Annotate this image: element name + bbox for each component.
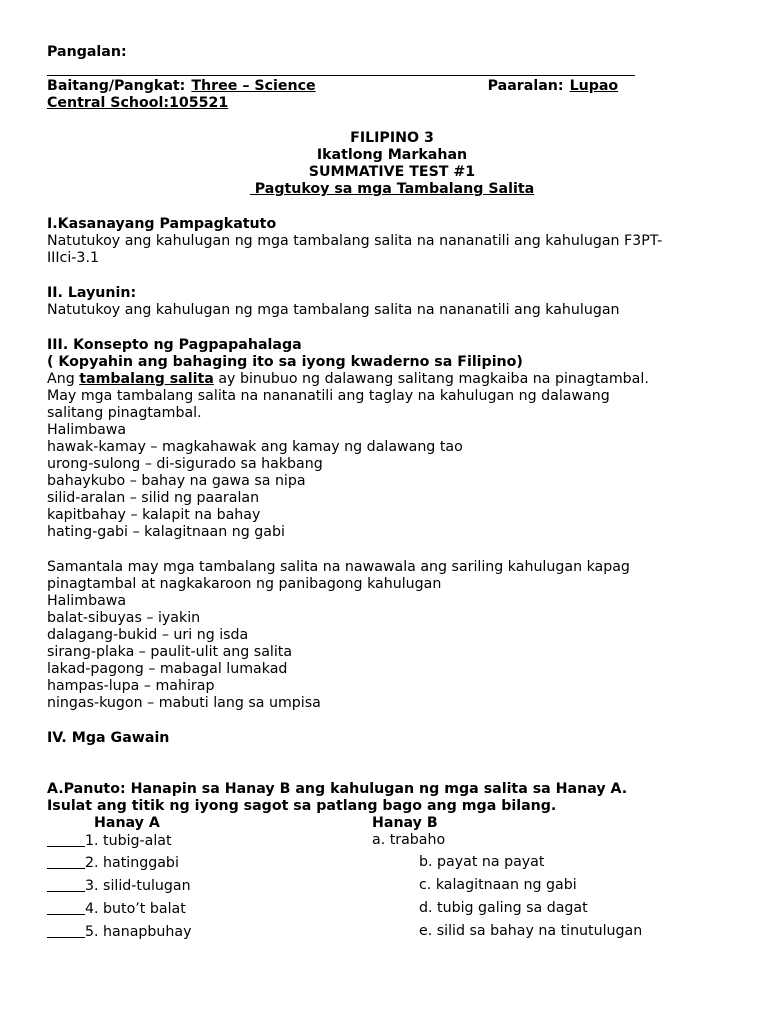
column-a-item: 1. tubig-alat [85,833,172,849]
list-item: ningas-kugon – mabuti lang sa umpisa [47,695,321,711]
list-item: sirang-plaka – paulit-ulit ang salita [47,644,293,660]
section3-subheading: ( Kopyahin ang bahaging ito sa iyong kwaderno sa Filipino) [47,354,523,370]
section2-text: Natutukoy ang kahulugan ng mga tambalang salita na nananatili ang kahulugan [47,302,620,318]
column-b-item: b. payat na payat [419,854,545,870]
answer-blank[interactable] [47,854,85,869]
list-item: hating-gabi – kalagitnaan ng gabi [47,524,285,540]
match-row [47,854,737,877]
list-item: silid-aralan – silid ng paaralan [47,490,260,506]
test-title: SUMMATIVE TEST #1 [308,164,476,180]
column-b-item: e. silid sa bahay na tinutulugan [419,923,643,939]
activity-instruction: A.Panuto: Hanapin sa Hanay B ang kahulugan ng mga salita sa Hanay A. [47,781,628,797]
grade-value: Three – Science [191,78,316,94]
list-item: dalagang-bukid – uri ng isda [47,627,249,643]
match-row [47,900,737,923]
section3-line3: salitang pinagtambal. [47,405,202,421]
example-label: Halimbawa [47,422,127,438]
quarter-title: Ikatlong Markahan [316,147,468,163]
section3-heading: III. Konsepto ng Pagpapahalaga [47,337,302,353]
school-value: Lupao [569,78,619,94]
column-a-item: 4. buto’t balat [85,901,186,917]
list-item: lakad-pagong – mabagal lumakad [47,661,288,677]
section3-para2: Samantala may mga tambalang salita na nawawala ang sariling kahulugan kapag [47,559,630,575]
activity-instruction-cont: Isulat ang titik ng iyong sagot sa patlang bago ang mga bilang. [47,798,557,814]
column-b-item: a. trabaho [372,832,446,848]
example-label: Halimbawa [47,593,127,609]
match-row [47,832,737,854]
section3-intro: Ang tambalang salita ay binubuo ng dalawang salitang magkaiba na pinagtambal. [47,371,649,387]
name-label: Pangalan: [47,44,127,60]
term-tambalang-salita: tambalang salita [79,371,214,387]
list-item: hampas-lupa – mahirap [47,678,215,694]
column-a-item: 2. hatinggabi [85,855,179,871]
column-a-header: Hanay A [94,815,160,831]
list-item: bahaykubo – bahay na gawa sa nipa [47,473,306,489]
grade-school-row [47,78,737,95]
school-value-cont: Central School:105521 [47,95,229,111]
list-item: balat-sibuyas – iyakin [47,610,201,626]
answer-blank[interactable] [47,923,85,938]
name-blank-line [47,61,737,78]
section1-text: Natutukoy ang kahulugan ng mga tambalang salita na nananatili ang kahulugan F3PT- [47,233,663,249]
list-item: urong-sulong – di-sigurado sa hakbang [47,456,323,472]
grade-label: Baitang/Pangkat: [47,78,186,94]
column-b-header: Hanay B [372,815,438,831]
answer-blank[interactable] [47,877,85,892]
section3-para2-cont: pinagtambal at nagkakaroon ng panibagong kahulugan [47,576,442,592]
match-row [47,923,737,946]
section1-heading: I.Kasanayang Pampagkatuto [47,216,277,232]
match-row [47,877,737,900]
school-label: Paaralan: [487,78,564,94]
section2-heading: II. Layunin: [47,285,137,301]
section4-heading: IV. Mga Gawain [47,730,170,746]
column-a-item: 5. hanapbuhay [85,924,192,940]
column-b-item: c. kalagitnaan ng gabi [419,877,577,893]
subject-title: FILIPINO 3 [350,130,434,146]
column-a-item: 3. silid-tulugan [85,878,191,894]
columns-header [47,815,737,832]
column-b-item: d. tubig galing sa dagat [419,900,588,916]
answer-blank[interactable] [47,832,85,847]
section3-line2: May mga tambalang salita na nananatili ang taglay na kahulugan ng dalawang [47,388,610,404]
section1-text-cont: IIIci-3.1 [47,250,99,266]
list-item: hawak-kamay – magkahawak ang kamay ng dalawang tao [47,439,463,455]
topic-title: Pagtukoy sa mga Tambalang Salita [249,181,535,197]
list-item: kapitbahay – kalapit na bahay [47,507,261,523]
worksheet-page [47,44,737,946]
answer-blank[interactable] [47,900,85,915]
